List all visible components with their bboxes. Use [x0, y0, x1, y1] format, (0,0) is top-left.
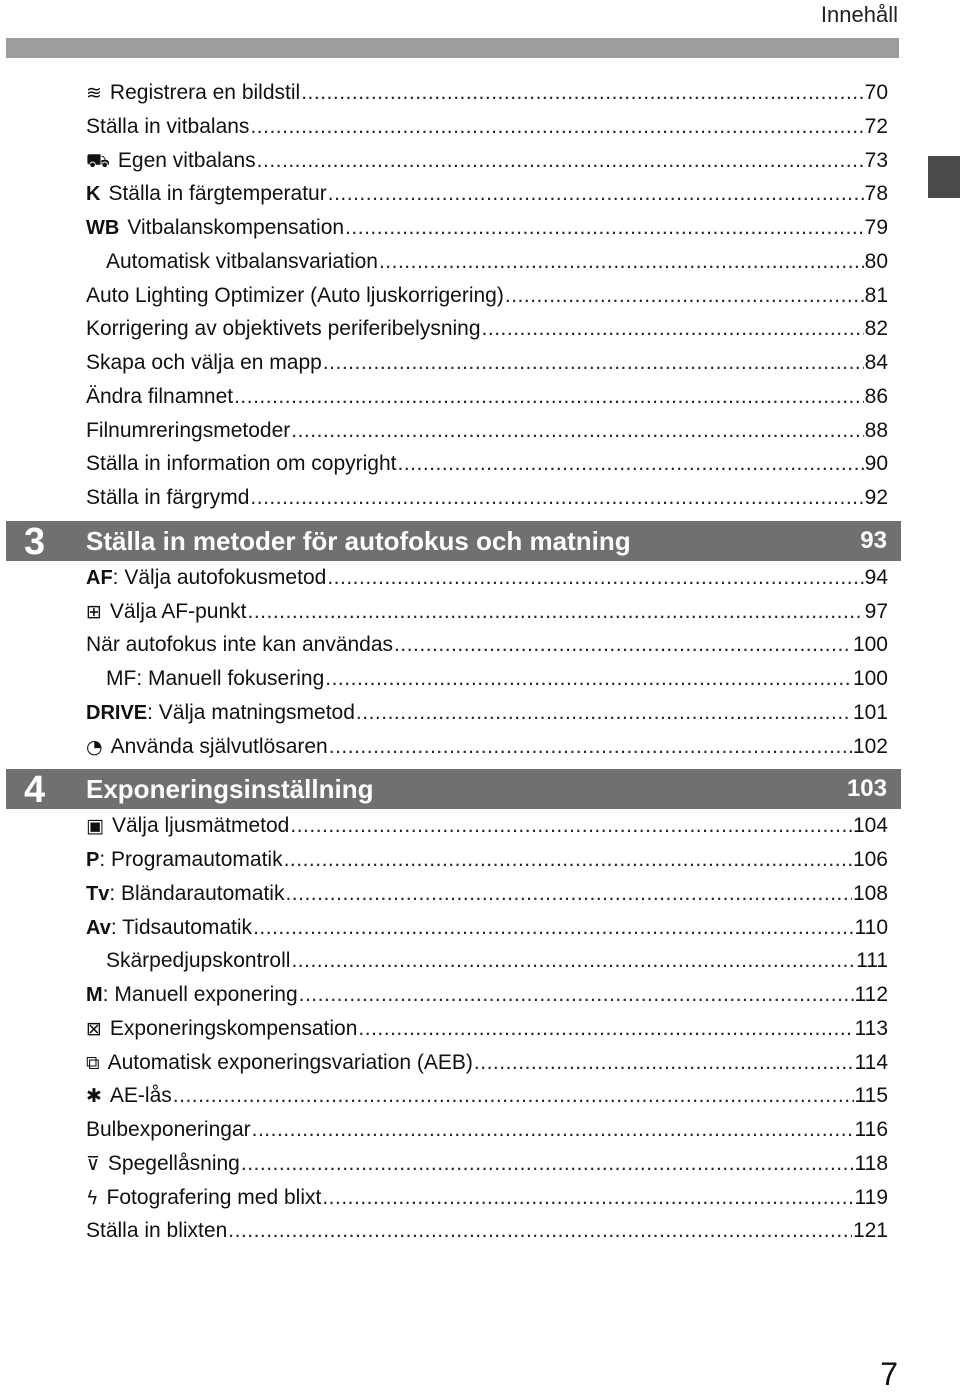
aeb-icon: ⧉: [86, 1051, 100, 1074]
toc-entry-page: 86: [864, 384, 888, 408]
toc-entry-label: [106, 662, 324, 696]
dot-leader: [356, 696, 852, 730]
toc-entry-page: 110: [854, 915, 888, 939]
custom-wb-icon: ⛟: [86, 149, 110, 172]
toc-entry-text: Egen vitbalans: [117, 148, 256, 172]
chapter-number: 3: [24, 520, 46, 563]
toc-entry-label: [86, 1046, 473, 1081]
toc-entry-label: [86, 696, 355, 731]
af-point-icon: ⊞: [86, 600, 102, 623]
toc-entry[interactable]: [0, 346, 960, 380]
toc-entry[interactable]: [0, 312, 960, 346]
chapter-title: Exponeringsinställning: [86, 774, 374, 805]
toc-entry-page: 100: [852, 633, 888, 657]
dot-leader: [327, 561, 863, 595]
dot-leader: [291, 944, 855, 978]
toc-entry-label: [86, 312, 481, 346]
toc-entry-label: [86, 561, 326, 596]
wb-correction-icon: WB: [86, 217, 120, 239]
ae-lock-icon: ✱: [86, 1085, 102, 1108]
toc-entry-page: 81: [864, 283, 888, 307]
toc-entry-text: Fotografering med blixt: [106, 1185, 322, 1209]
toc-entry[interactable]: [0, 1079, 960, 1113]
toc-entry-text: : Tidsautomatik: [110, 915, 253, 939]
chapter-title: Ställa in metoder för autofokus och matning: [86, 525, 631, 556]
toc-entry-page: 101: [852, 700, 888, 724]
page-number: 7: [880, 1356, 898, 1392]
toc-entry[interactable]: [0, 1214, 960, 1248]
toc-entry-text: Ställa in färgtemperatur: [108, 182, 327, 206]
program-ae-icon: P: [86, 849, 100, 871]
toc-entry-text: Använda självutlösaren: [110, 734, 328, 758]
toc-entry[interactable]: [0, 245, 960, 279]
dot-leader: [329, 730, 852, 764]
toc-entry[interactable]: [0, 1113, 960, 1147]
toc-entry[interactable]: [0, 911, 960, 945]
toc-entry-text: Ställa in vitbalans: [86, 114, 250, 138]
header-title: Innehåll: [820, 2, 898, 27]
toc-entry-text: Välja ljusmätmetod: [111, 814, 290, 838]
toc-entry[interactable]: [0, 76, 960, 110]
af-icon: AF: [86, 566, 113, 589]
toc-entry-label: [86, 346, 322, 380]
toc-entry[interactable]: [0, 1046, 960, 1080]
toc-entry-label: [106, 944, 290, 978]
dot-leader: [248, 595, 864, 629]
toc-entry-page: 108: [852, 881, 888, 905]
dot-leader: [474, 1046, 854, 1080]
dot-leader: [394, 628, 852, 662]
dot-leader: [482, 312, 864, 346]
toc-entry-page: 118: [854, 1151, 888, 1175]
dot-leader: [345, 211, 864, 245]
toc-entry-text: Ställa in färgrymd: [86, 486, 250, 509]
toc-entry-text: Automatisk vitbalansvariation: [106, 249, 378, 273]
dot-leader: [505, 279, 864, 313]
dot-leader: [379, 245, 864, 279]
header-bar: [6, 38, 899, 58]
dot-leader: [252, 1113, 854, 1147]
toc-entry-text: Ändra filnamnet: [86, 384, 234, 408]
toc-entry-label: [86, 877, 284, 912]
flash-icon: ϟ: [86, 1186, 99, 1209]
toc-entry-text: Spegellåsning: [107, 1151, 240, 1175]
dot-leader: [250, 481, 863, 515]
dot-leader: [241, 1147, 854, 1181]
toc-entry-page: 119: [854, 1185, 888, 1209]
toc-entry[interactable]: [0, 447, 960, 481]
toc-entry-page: 111: [856, 949, 888, 973]
toc-entry-page: 116: [854, 1118, 888, 1141]
self-timer-icon: ◔: [86, 735, 103, 758]
toc-entry-page: 94: [864, 565, 888, 589]
toc-entry[interactable]: [0, 730, 960, 764]
toc-entry-text: AE-lås: [109, 1084, 172, 1108]
toc-entry[interactable]: [0, 809, 960, 843]
dot-leader: [290, 809, 852, 843]
toc-entry-label: [86, 1214, 227, 1248]
dot-leader: [257, 144, 864, 178]
toc-entry[interactable]: [0, 662, 960, 696]
toc-entry[interactable]: [0, 628, 960, 662]
toc-entry-page: 104: [852, 814, 888, 838]
toc-entry-label: [86, 76, 300, 111]
toc-entry-page: 121: [852, 1219, 888, 1243]
manual-exposure-icon: M: [86, 984, 103, 1006]
toc-entry-page: 79: [864, 216, 888, 239]
toc-entry-text: Skapa och välja en mapp: [86, 351, 322, 374]
toc-entry[interactable]: [0, 1147, 960, 1181]
av-icon: Av: [86, 916, 111, 939]
toc-entry[interactable]: [0, 595, 960, 629]
dot-leader: [285, 877, 852, 911]
drive-icon: DRIVE: [86, 701, 148, 724]
toc-entry-label: [86, 211, 344, 246]
dot-leader: [299, 978, 854, 1012]
toc-entry-page: 106: [852, 848, 888, 871]
toc-entry-page: 100: [852, 667, 888, 690]
toc-entry-label: [86, 1181, 321, 1216]
toc-entry-label: [86, 279, 504, 313]
toc-entry-label: [86, 144, 256, 179]
toc-entry-page: 84: [864, 351, 888, 374]
toc-entry[interactable]: [0, 279, 960, 313]
toc-entry-label: [86, 843, 283, 878]
toc-entry-text: Korrigering av objektivets periferibelysning: [86, 317, 481, 341]
toc-entry-text: Filnumreringsmetoder: [86, 418, 291, 442]
toc-entry-label: [86, 730, 328, 765]
toc-entry[interactable]: [0, 414, 960, 448]
toc-entry-text: När autofokus inte kan användas: [86, 633, 394, 657]
toc-entry-page: 112: [854, 983, 888, 1006]
toc-entry[interactable]: [0, 843, 960, 877]
toc-entry-page: 70: [864, 81, 888, 104]
toc-entry-page: 73: [864, 148, 888, 172]
toc-entry-page: 115: [854, 1084, 888, 1108]
toc-entry[interactable]: [0, 1012, 960, 1046]
dot-leader: [301, 76, 863, 110]
toc-entry-text: : Bländarautomatik: [109, 881, 285, 905]
toc-entry-text: Exponeringskompensation: [109, 1016, 358, 1040]
dot-leader: [284, 843, 852, 877]
toc-entry-text: Ställa in blixten: [86, 1219, 228, 1243]
toc-entry-label: [86, 1147, 240, 1182]
chapter-page: 103: [846, 775, 887, 803]
color-temperature-icon: K: [86, 183, 101, 206]
toc-entry-text: : Välja matningsmetod: [147, 700, 355, 724]
toc-entry[interactable]: [0, 561, 960, 595]
toc-entry-page: 82: [864, 317, 888, 341]
dot-leader: [253, 911, 853, 945]
toc-entry-label: [86, 380, 233, 414]
toc-entry-page: 113: [854, 1016, 888, 1040]
metering-icon: ▣: [86, 815, 104, 838]
toc-entry-page: 114: [854, 1050, 888, 1074]
toc-entry[interactable]: [0, 978, 960, 1012]
toc-entry-label: [86, 595, 247, 630]
toc-entry-label: [86, 1113, 251, 1147]
toc-entry[interactable]: [0, 211, 960, 245]
toc-entry-page: 72: [864, 114, 888, 138]
toc-entry-page: 102: [852, 734, 888, 758]
toc-entry-label: [86, 1079, 172, 1114]
toc-entry-label: [86, 447, 396, 481]
toc-entry-label: [86, 978, 298, 1013]
toc-entry-text: Automatisk exponeringsvariation (AEB): [107, 1050, 473, 1074]
exposure-compensation-icon: ⊠: [86, 1017, 102, 1040]
tv-icon: Tv: [86, 882, 110, 905]
dot-leader: [322, 1181, 853, 1215]
dot-leader: [234, 380, 864, 414]
toc-entry-text: : Manuell exponering: [102, 983, 298, 1006]
toc-entry-label: [106, 245, 378, 279]
toc-entry-text: Auto Lighting Optimizer (Auto ljuskorrigering): [86, 283, 504, 307]
toc-entry-label: [86, 110, 249, 144]
toc-entry[interactable]: [0, 380, 960, 414]
toc-entry-text: Registrera en bildstil: [109, 81, 301, 104]
toc-entry-label: [86, 911, 252, 946]
dot-leader: [323, 346, 864, 380]
toc-entry[interactable]: [0, 144, 960, 178]
toc-entry[interactable]: [0, 1181, 960, 1215]
dot-leader: [250, 110, 863, 144]
dot-leader: [358, 1012, 853, 1046]
toc-entry-label: [86, 1012, 357, 1047]
toc-entry-label: [86, 177, 327, 212]
table-of-contents: [0, 76, 960, 1248]
toc-entry-text: MF: Manuell fokusering: [106, 667, 325, 690]
toc-entry-page: 80: [864, 249, 888, 273]
toc-entry-text: Ställa in information om copyright: [86, 452, 397, 476]
toc-entry[interactable]: [0, 177, 960, 211]
dot-leader: [325, 662, 852, 696]
toc-entry-text: : Välja autofokusmetod: [112, 565, 327, 589]
toc-entry-label: [86, 809, 289, 844]
dot-leader: [328, 177, 864, 211]
chapter-heading[interactable]: [6, 521, 901, 561]
toc-entry-page: 88: [864, 418, 888, 442]
toc-entry-label: [86, 628, 393, 662]
toc-entry-label: [86, 481, 249, 515]
dot-leader: [397, 447, 863, 481]
toc-entry[interactable]: [0, 944, 960, 978]
dot-leader: [173, 1079, 854, 1113]
toc-entry[interactable]: [0, 110, 960, 144]
toc-entry-text: Bulbexponeringar: [86, 1118, 251, 1141]
toc-entry[interactable]: [0, 696, 960, 730]
toc-entry[interactable]: [0, 481, 960, 515]
dot-leader: [228, 1214, 852, 1248]
chapter-page: 93: [860, 526, 887, 554]
toc-entry-page: 92: [864, 486, 888, 509]
chapter-heading[interactable]: [6, 769, 901, 812]
toc-entry-page: 78: [864, 182, 888, 206]
toc-entry-text: Välja AF-punkt: [109, 599, 247, 623]
toc-entry[interactable]: [0, 877, 960, 911]
picture-style-icon: ≋: [86, 82, 102, 104]
toc-entry-text: : Programautomatik: [99, 848, 283, 871]
toc-entry-page: 90: [864, 452, 888, 476]
toc-entry-label: [86, 414, 290, 448]
toc-entry-page: 97: [864, 599, 888, 623]
mirror-lockup-icon: ⊽: [86, 1152, 100, 1175]
toc-entry-text: Skärpedjupskontroll: [106, 949, 291, 973]
chapter-number: 4: [24, 769, 46, 812]
toc-entry-text: Vitbalanskompensation: [127, 216, 345, 239]
dot-leader: [291, 414, 863, 448]
